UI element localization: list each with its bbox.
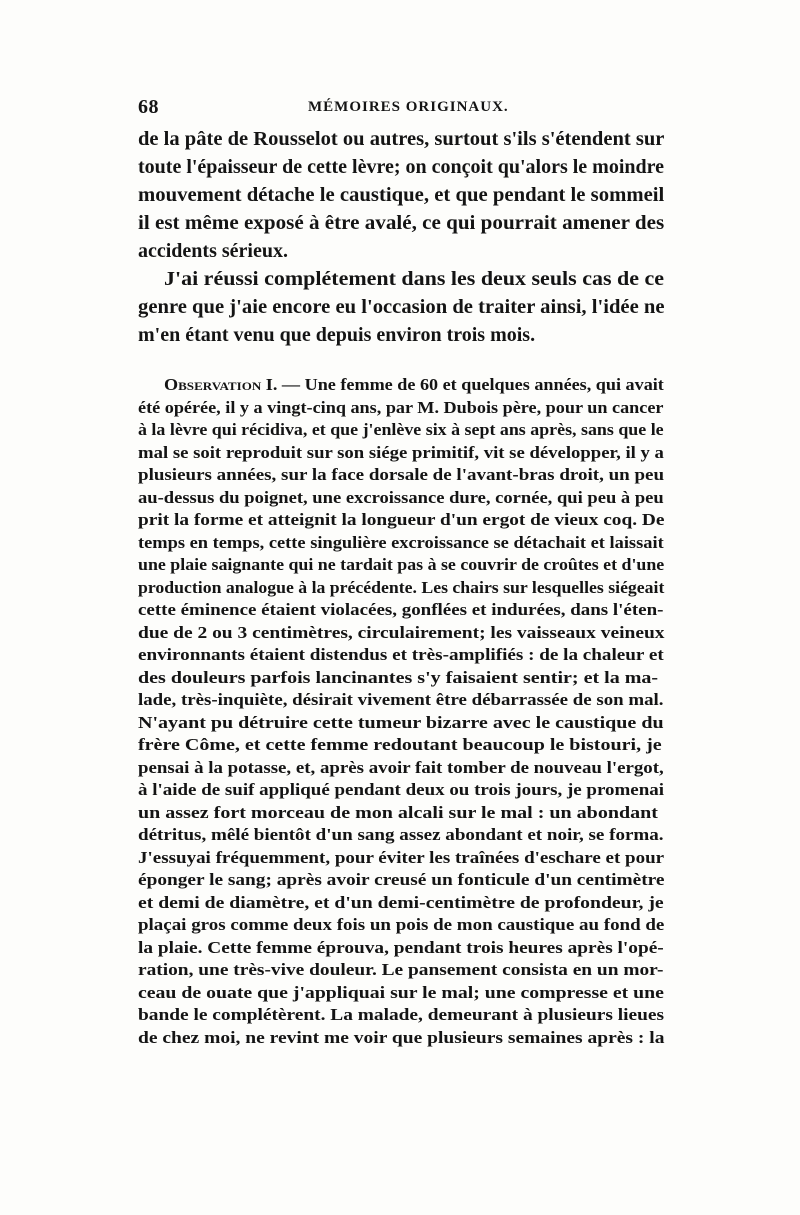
observation-line: une plaie saignante qui ne tardait pas à se couvrir de croûtes et d'une — [138, 555, 665, 574]
observation-line: un assez fort morceau de mon alcali sur le mal : un abondant — [138, 802, 658, 822]
paragraph-1-line: il est même exposé à être avalé, ce qui pourrait amener des — [138, 212, 665, 234]
observation-line: production analogue à la précédente. Les chairs sur lesquelles siégeait — [138, 577, 665, 597]
paragraph-1-line: accidents sérieux. — [138, 240, 288, 262]
observation-line: la plaie. Cette femme éprouva, pendant trois heures après l'opé- — [138, 937, 664, 957]
paragraph-2-line: J'ai réussi complétement dans les deux seuls cas de ce — [164, 268, 664, 290]
observation-line: au-dessus du poignet, une excroissance dure, cornée, qui peu à peu — [138, 487, 664, 507]
paragraph-1-line: mouvement détache le caustique, et que pendant le sommeil — [138, 184, 665, 206]
paragraph-2-line: genre que j'aie encore eu l'occasion de traiter ainsi, l'idée ne — [138, 296, 665, 318]
observation-line: pensai à la potasse, et, après avoir fait tomber de nouveau l'ergot, — [138, 757, 664, 777]
observation-line: ceau de ouate que j'appliquai sur le mal; une compresse et une — [138, 982, 664, 1002]
observation-line: frère Côme, et cette femme redoutant beaucoup le bistouri, je — [138, 735, 662, 754]
paragraph-1-line: toute l'épaisseur de cette lèvre; on conçoit qu'alors le moindre — [138, 156, 665, 178]
paragraph-1-line: de la pâte de Rousselot ou autres, surtout s'ils s'étendent sur — [138, 128, 665, 150]
running-title: MÉMOIRES ORIGINAUX. — [308, 99, 509, 115]
observation-line: environnants étaient distendus et très-amplifiés : de la chaleur et — [138, 645, 664, 664]
observation-line: lade, très-inquiète, désirait vivement être débarrassée de son mal. — [138, 690, 664, 709]
observation-line: plusieurs années, sur la face dorsale de l'avant-bras droit, un peu — [138, 465, 665, 484]
page-number: 68 — [138, 96, 159, 118]
observation-line: plaçai gros comme deux fois un pois de mon caustique au fond de — [138, 915, 665, 934]
observation-line: cette éminence étaient violacées, gonflées et indurées, dans l'éten- — [138, 600, 664, 619]
observation-line: ration, une très-vive douleur. Le pansement consista en un mor- — [138, 960, 664, 979]
observation-line: J'essuyai fréquemment, pour éviter les traînées d'eschare et pour — [138, 847, 665, 867]
observation-line: prit la forme et atteignit la longueur d'un ergot de vieux coq. De — [138, 510, 665, 529]
observation-line: à l'aide de suif appliqué pendant deux ou trois jours, je promenai — [138, 780, 665, 799]
observation-line: éponger le sang; après avoir creusé un fonticule d'un centimètre — [138, 870, 665, 889]
observation-line: des douleurs parfois lancinantes s'y faisaient sentir; et la ma- — [138, 667, 659, 687]
observation-line: bande le complétèrent. La malade, demeurant à plusieurs lieues — [138, 1005, 664, 1024]
observation-line: détritus, mêlé bientôt d'un sang assez abondant et noir, se forma. — [138, 825, 664, 844]
observation-line: été opérée, il y a vingt-cinq ans, par M. Dubois père, pour un cancer — [138, 397, 664, 417]
observation-line: temps en temps, cette singulière excroissance se détachait et laissait — [138, 532, 664, 552]
observation-line: de chez moi, ne revint me voir que plusieurs semaines après : la — [138, 1027, 665, 1047]
observation-line: N'ayant pu détruire cette tumeur bizarre avec le caustique du — [138, 712, 664, 732]
page-header — [138, 96, 664, 126]
observation-line: et demi de diamètre, et d'un demi-centimètre de profondeur, je — [138, 892, 664, 912]
observation-first-line — [164, 375, 664, 395]
observation-first-line-text: — Une femme de 60 et quelques années, qui avait — [277, 375, 664, 394]
observation-label: Observation I. — [164, 375, 278, 394]
observation-line: à la lèvre qui récidiva, et que j'enlève six à sept ans après, sans que le — [138, 420, 664, 439]
paragraph-2-line: m'en étant venu que depuis environ trois mois. — [138, 324, 536, 346]
observation-line: mal se soit reproduit sur son siége primitif, vit se développer, il y a — [138, 442, 664, 462]
observation-line: due de 2 ou 3 centimètres, circulairement; les vaisseaux veineux — [138, 622, 665, 642]
